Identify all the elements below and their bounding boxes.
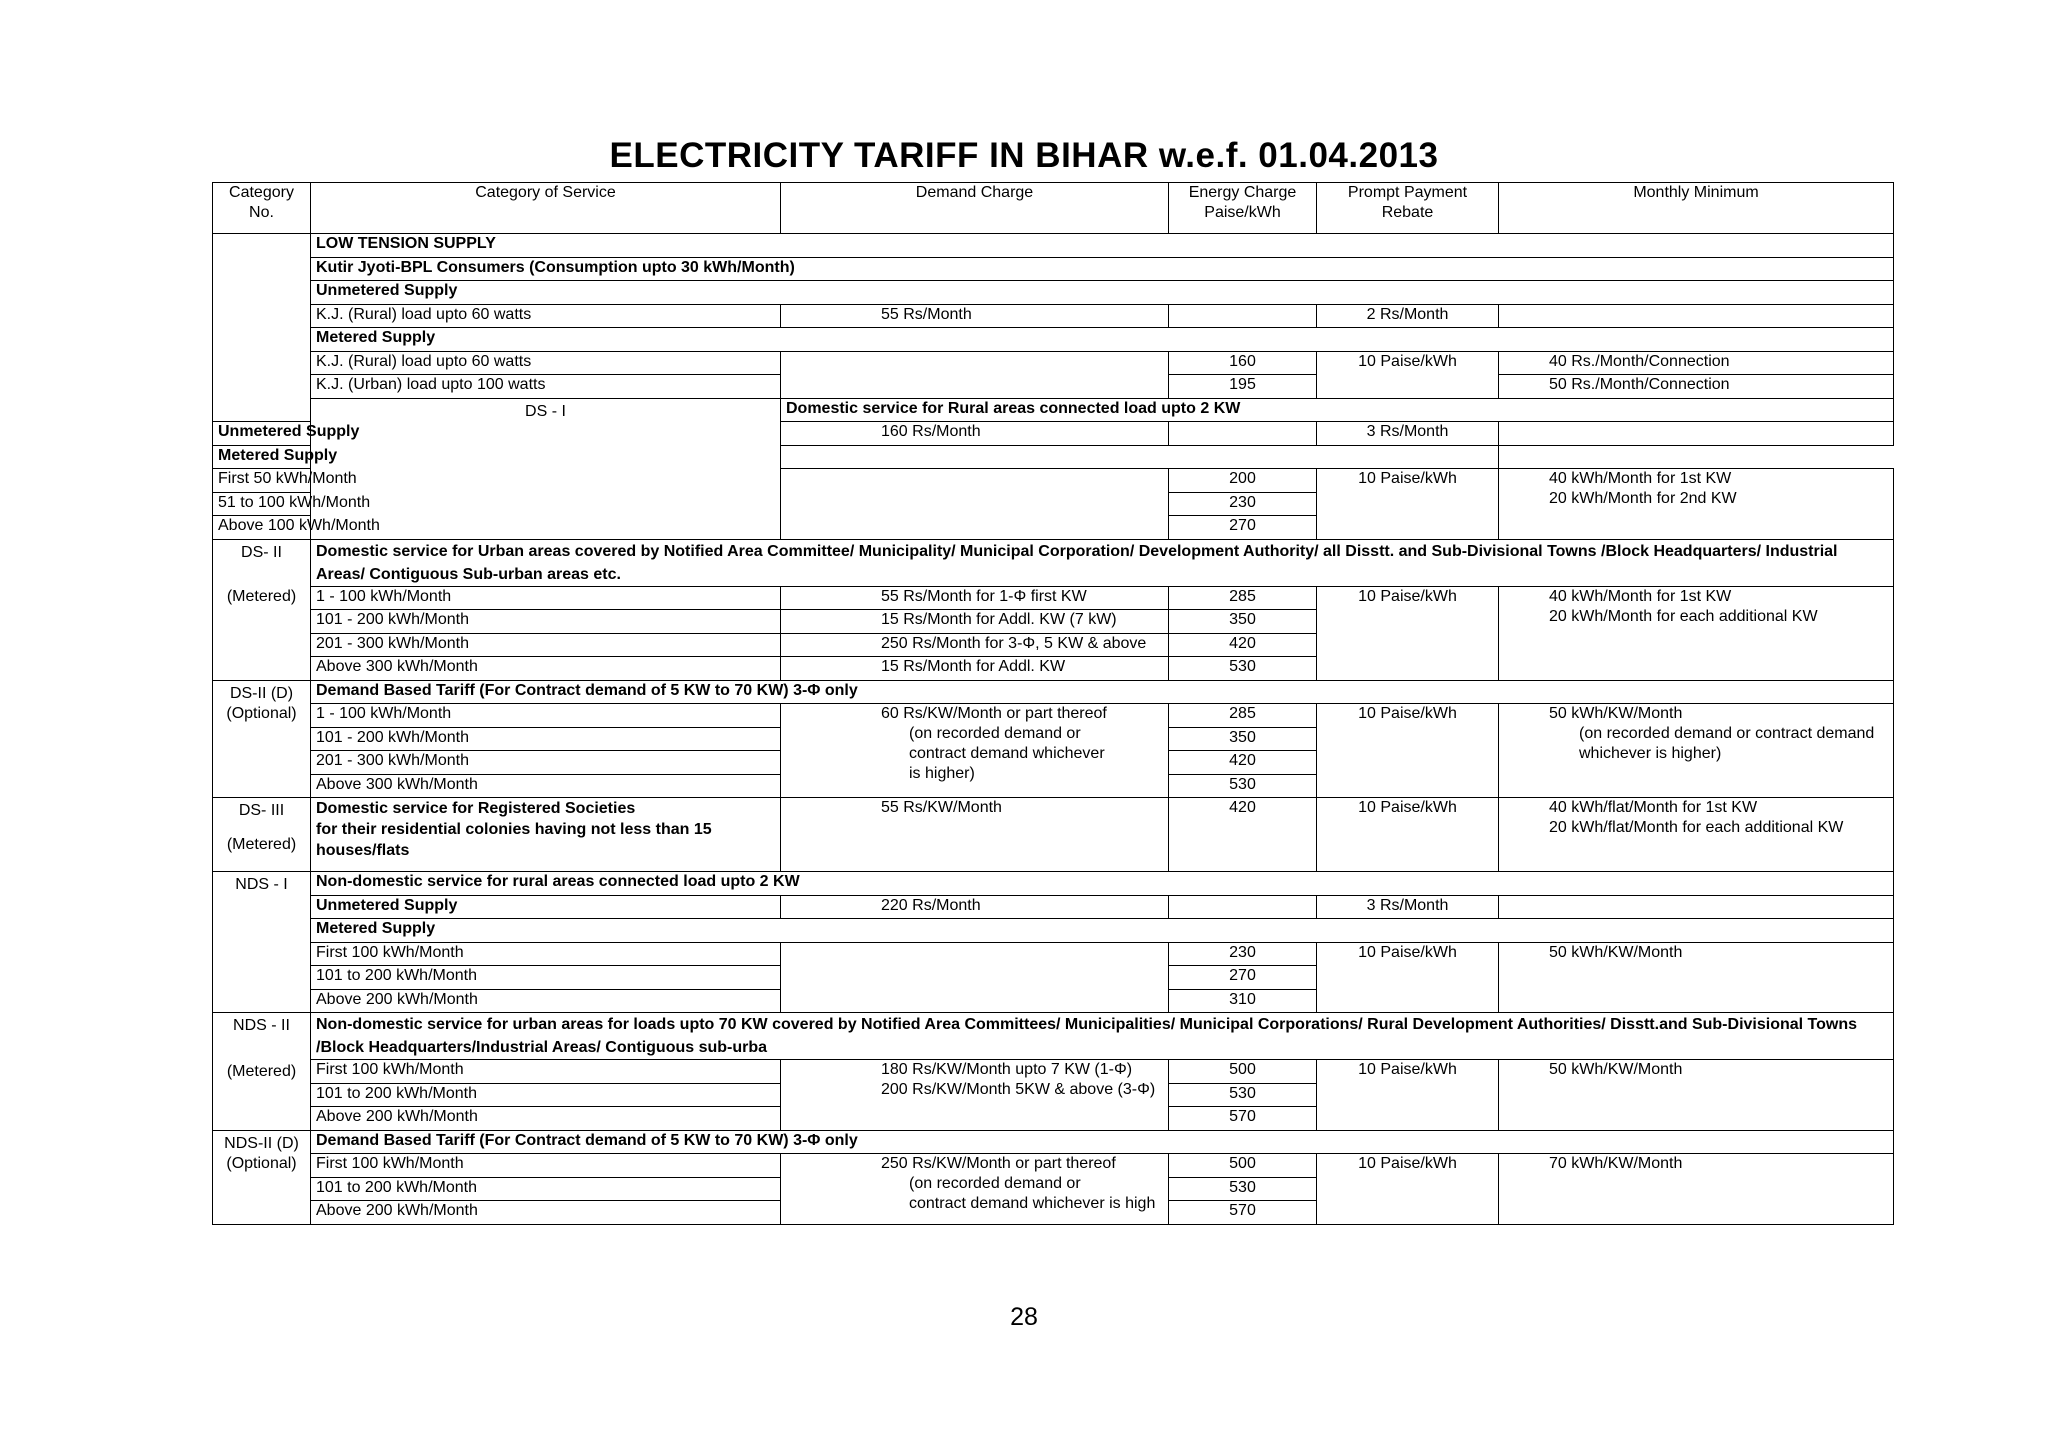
- service-cell: K.J. (Urban) load upto 100 watts: [311, 375, 781, 399]
- demand-charge-cell: 55 Rs/KW/Month: [781, 798, 1169, 872]
- service-cell: Above 200 kWh/Month: [311, 1201, 781, 1225]
- min-line: 20 kWh/Month for each additional KW: [1549, 607, 1818, 625]
- monthly-minimum-cell: [1499, 895, 1894, 919]
- rebate-cell: 3 Rs/Month: [1317, 422, 1499, 446]
- section-low-tension: LOW TENSION SUPPLY: [311, 234, 1894, 258]
- category-code: DS- III: [238, 802, 285, 819]
- energy-charge-cell: 530: [1169, 774, 1317, 798]
- demand-charge-cell: 220 Rs/Month: [781, 895, 1169, 919]
- service-cell: K.J. (Rural) load upto 60 watts: [311, 351, 781, 375]
- table-row: [213, 281, 1894, 305]
- rebate-cell: 10 Paise/kWh: [1317, 704, 1499, 798]
- category-sub: (Metered): [226, 1063, 297, 1080]
- table-row: [213, 872, 1894, 896]
- service-cell: [311, 798, 781, 872]
- demand-charge-cell: [781, 1060, 1169, 1131]
- category-sub: (Optional): [226, 1154, 297, 1172]
- monthly-minimum-cell: 70 kWh/KW/Month: [1499, 1154, 1894, 1225]
- service-cell: 1 - 100 kWh/Month: [311, 586, 781, 610]
- rebate-cell: 10 Paise/kWh: [1317, 1154, 1499, 1225]
- dc-line: (on recorded demand or: [909, 1175, 1081, 1192]
- monthly-minimum-cell: 50 kWh/KW/Month: [1499, 1060, 1894, 1131]
- table-row: [213, 234, 1894, 258]
- category-code: DS- II: [241, 543, 282, 561]
- rebate-cell: 10 Paise/kWh: [1317, 469, 1499, 540]
- energy-charge-cell: 270: [1169, 516, 1317, 540]
- service-cell: 101 - 200 kWh/Month: [311, 727, 781, 751]
- sub-unmetered: Unmetered Supply: [311, 895, 781, 919]
- header-prompt-payment-rebate: Prompt Payment Rebate: [1317, 183, 1499, 234]
- demand-charge-cell: [781, 351, 1169, 398]
- category-code-ds2: [213, 539, 311, 680]
- header-category-no: Category No.: [213, 183, 311, 234]
- table-row: [213, 942, 1894, 966]
- category-code-ds1: DS - I: [311, 398, 781, 539]
- table-header-row: [213, 183, 1894, 234]
- category-sub: (Metered): [226, 587, 297, 605]
- monthly-minimum-cell: [1499, 586, 1894, 680]
- service-cell: Above 200 kWh/Month: [311, 1107, 781, 1131]
- table-row: [213, 328, 1894, 352]
- energy-charge-cell: 530: [1169, 657, 1317, 681]
- energy-charge-cell: 200: [1169, 469, 1317, 493]
- min-line: 50 kWh/KW/Month: [1549, 705, 1683, 722]
- energy-charge-cell: 285: [1169, 586, 1317, 610]
- energy-charge-cell: 530: [1169, 1177, 1317, 1201]
- service-cell: Above 200 kWh/Month: [311, 989, 781, 1013]
- header-energy-charge: Energy Charge Paise/kWh: [1169, 183, 1317, 234]
- service-cell: K.J. (Rural) load upto 60 watts: [311, 304, 781, 328]
- service-cell: 101 to 200 kWh/Month: [311, 1083, 781, 1107]
- service-cell: 101 - 200 kWh/Month: [311, 610, 781, 634]
- service-cell: 1 - 100 kWh/Month: [311, 704, 781, 728]
- table-row: [213, 539, 1894, 586]
- demand-charge-cell: [781, 704, 1169, 798]
- header-category-of-service: Category of Service: [311, 183, 781, 234]
- section-nds2d: Demand Based Tariff (For Contract demand of 5 KW to 70 KW) 3-Φ only: [311, 1130, 1894, 1154]
- energy-charge-cell: 420: [1169, 798, 1317, 872]
- dc-line: contract demand whichever: [909, 745, 1105, 762]
- energy-charge-cell: [1169, 422, 1317, 446]
- sub-metered: Metered Supply: [213, 445, 1499, 469]
- energy-charge-cell: [1169, 304, 1317, 328]
- rebate-cell: 10 Paise/kWh: [1317, 586, 1499, 680]
- service-cell: First 50 kWh/Month: [213, 469, 311, 493]
- energy-charge-cell: 270: [1169, 966, 1317, 990]
- monthly-minimum-cell: [1499, 798, 1894, 872]
- service-line: Domestic service for Registered Societies: [316, 800, 636, 817]
- table-row: [213, 586, 1894, 610]
- energy-charge-cell: [1169, 895, 1317, 919]
- rebate-cell: 10 Paise/kWh: [1317, 942, 1499, 1013]
- monthly-minimum-cell: [1499, 304, 1894, 328]
- demand-charge-cell: 15 Rs/Month for Addl. KW (7 kW): [781, 610, 1169, 634]
- demand-charge-cell: 55 Rs/Month: [781, 304, 1169, 328]
- header-demand-charge: Demand Charge: [781, 183, 1169, 234]
- demand-charge-cell: [781, 1154, 1169, 1225]
- service-cell: 101 to 200 kWh/Month: [311, 966, 781, 990]
- demand-charge-cell: [781, 942, 1169, 1013]
- min-line: 40 kWh/Month for 1st KW: [1549, 470, 1732, 487]
- table-row: [213, 1060, 1894, 1084]
- dc-line: (on recorded demand or: [909, 725, 1081, 742]
- energy-charge-cell: 310: [1169, 989, 1317, 1013]
- table-row: [213, 1130, 1894, 1154]
- energy-charge-cell: 230: [1169, 492, 1317, 516]
- sub-metered: Metered Supply: [311, 919, 1894, 943]
- dc-line: is higher): [909, 765, 975, 782]
- category-sub: (Metered): [226, 836, 297, 853]
- category-code: NDS - II: [233, 1017, 290, 1034]
- demand-charge-cell: [781, 469, 1169, 540]
- table-row: [213, 680, 1894, 704]
- section-ds1: Domestic service for Rural areas connected load upto 2 KW: [781, 398, 1894, 422]
- service-line: for their residential colonies having not less than 15 houses/flats: [316, 821, 712, 859]
- energy-charge-cell: 500: [1169, 1154, 1317, 1178]
- energy-charge-cell: 350: [1169, 727, 1317, 751]
- service-cell: Above 300 kWh/Month: [311, 657, 781, 681]
- monthly-minimum-cell: 50 kWh/KW/Month: [1499, 942, 1894, 1013]
- service-cell: Above 100 kWh/Month: [213, 516, 311, 540]
- table-row: [213, 304, 1894, 328]
- energy-charge-cell: 570: [1169, 1107, 1317, 1131]
- rebate-cell: 10 Paise/kWh: [1317, 798, 1499, 872]
- category-code-ds2d: [213, 680, 311, 798]
- table-row: [213, 257, 1894, 281]
- min-line: (on recorded demand or contract demand: [1579, 725, 1875, 742]
- energy-charge-cell: 420: [1169, 751, 1317, 775]
- service-cell: 201 - 300 kWh/Month: [311, 751, 781, 775]
- min-line: 40 kWh/flat/Month for 1st KW: [1549, 799, 1758, 816]
- sub-metered: Metered Supply: [311, 328, 1894, 352]
- table-row: [213, 704, 1894, 728]
- service-cell: 201 - 300 kWh/Month: [311, 633, 781, 657]
- category-sub: (Optional): [226, 704, 297, 722]
- demand-charge-cell: 160 Rs/Month: [781, 422, 1169, 446]
- energy-charge-cell: 570: [1169, 1201, 1317, 1225]
- rebate-cell: 3 Rs/Month: [1317, 895, 1499, 919]
- category-code-nds2d: [213, 1130, 311, 1224]
- service-cell: 51 to 100 kWh/Month: [213, 492, 311, 516]
- table-row: [213, 919, 1894, 943]
- category-code: DS-II (D): [229, 684, 294, 702]
- demand-charge-cell: 15 Rs/Month for Addl. KW: [781, 657, 1169, 681]
- section-kutir-jyoti: Kutir Jyoti-BPL Consumers (Consumption upto 30 kWh/Month): [311, 257, 1894, 281]
- table-row: [213, 798, 1894, 872]
- monthly-minimum-cell: [1499, 469, 1894, 540]
- section-nds1: Non-domestic service for rural areas connected load upto 2 KW: [311, 872, 1894, 896]
- page-title: ELECTRICITY TARIFF IN BIHAR w.e.f. 01.04.2013: [609, 136, 1439, 175]
- demand-charge-cell: 250 Rs/Month for 3-Φ, 5 KW & above: [781, 633, 1169, 657]
- monthly-minimum-cell: [1499, 704, 1894, 798]
- dc-line: 60 Rs/KW/Month or part thereof: [881, 705, 1107, 722]
- table-row: [213, 398, 1894, 422]
- header-monthly-minimum: Monthly Minimum: [1499, 183, 1894, 234]
- sub-unmetered: Unmetered Supply: [213, 422, 311, 446]
- energy-charge-cell: 230: [1169, 942, 1317, 966]
- min-line: 20 kWh/flat/Month for each additional KW: [1549, 819, 1844, 836]
- service-cell: 101 to 200 kWh/Month: [311, 1177, 781, 1201]
- service-cell: First 100 kWh/Month: [311, 1154, 781, 1178]
- energy-charge-cell: 350: [1169, 610, 1317, 634]
- energy-charge-cell: 420: [1169, 633, 1317, 657]
- energy-charge-cell: 500: [1169, 1060, 1317, 1084]
- table-row: [213, 895, 1894, 919]
- service-cell: First 100 kWh/Month: [311, 1060, 781, 1084]
- category-code: NDS-II (D): [224, 1134, 299, 1152]
- energy-charge-cell: 195: [1169, 375, 1317, 399]
- table-row: [213, 351, 1894, 375]
- energy-charge-cell: 160: [1169, 351, 1317, 375]
- page-number: 28: [1010, 1303, 1038, 1331]
- service-cell: First 100 kWh/Month: [311, 942, 781, 966]
- table-row: [213, 1154, 1894, 1178]
- tariff-table: [212, 182, 1894, 1225]
- section-ds2d: Demand Based Tariff (For Contract demand of 5 KW to 70 KW) 3-Φ only: [311, 680, 1894, 704]
- monthly-minimum-cell: 50 Rs./Month/Connection: [1499, 375, 1894, 399]
- table-row: [213, 1013, 1894, 1060]
- dc-line: 180 Rs/KW/Month upto 7 KW (1-Φ): [881, 1061, 1133, 1078]
- section-ds2: Domestic service for Urban areas covered by Notified Area Committee/ Municipality/ Municipal Corporation/ Development Authority/ all Disstt. and Sub-Divisional Towns /Block Headquarters/ Industrial Areas/ Contiguous Sub-urban areas etc.: [311, 539, 1894, 586]
- min-line: 20 kWh/Month for 2nd KW: [1549, 490, 1737, 507]
- monthly-minimum-cell: 40 Rs./Month/Connection: [1499, 351, 1894, 375]
- energy-charge-cell: 285: [1169, 704, 1317, 728]
- category-code-nds2: [213, 1013, 311, 1131]
- section-nds2: Non-domestic service for urban areas for loads upto 70 KW covered by Notified Area Committees/ Municipalities/ Municipal Corporations/ Rural Development Authorities/ Disstt.and Sub-Divisional Towns /Block Headquarters/Industrial Areas/ Contiguous sub-urba: [311, 1013, 1894, 1060]
- category-cell-kj: [213, 234, 311, 422]
- rebate-cell: 2 Rs/Month: [1317, 304, 1499, 328]
- service-cell: Above 300 kWh/Month: [311, 774, 781, 798]
- dc-line: 200 Rs/KW/Month 5KW & above (3-Φ): [881, 1081, 1156, 1098]
- category-code-nds1: NDS - I: [213, 872, 311, 1013]
- rebate-cell: 10 Paise/kWh: [1317, 1060, 1499, 1131]
- monthly-minimum-cell: [1499, 422, 1894, 446]
- min-line: 40 kWh/Month for 1st KW: [1549, 587, 1732, 605]
- table-row: [213, 445, 1894, 469]
- min-line: whichever is higher): [1579, 745, 1722, 762]
- rebate-cell: 10 Paise/kWh: [1317, 351, 1499, 398]
- dc-line: contract demand whichever is high: [909, 1195, 1156, 1212]
- sub-unmetered: Unmetered Supply: [311, 281, 1894, 305]
- category-code-ds3: [213, 798, 311, 872]
- demand-charge-cell: 55 Rs/Month for 1-Φ first KW: [781, 586, 1169, 610]
- energy-charge-cell: 530: [1169, 1083, 1317, 1107]
- dc-line: 250 Rs/KW/Month or part thereof: [881, 1155, 1116, 1172]
